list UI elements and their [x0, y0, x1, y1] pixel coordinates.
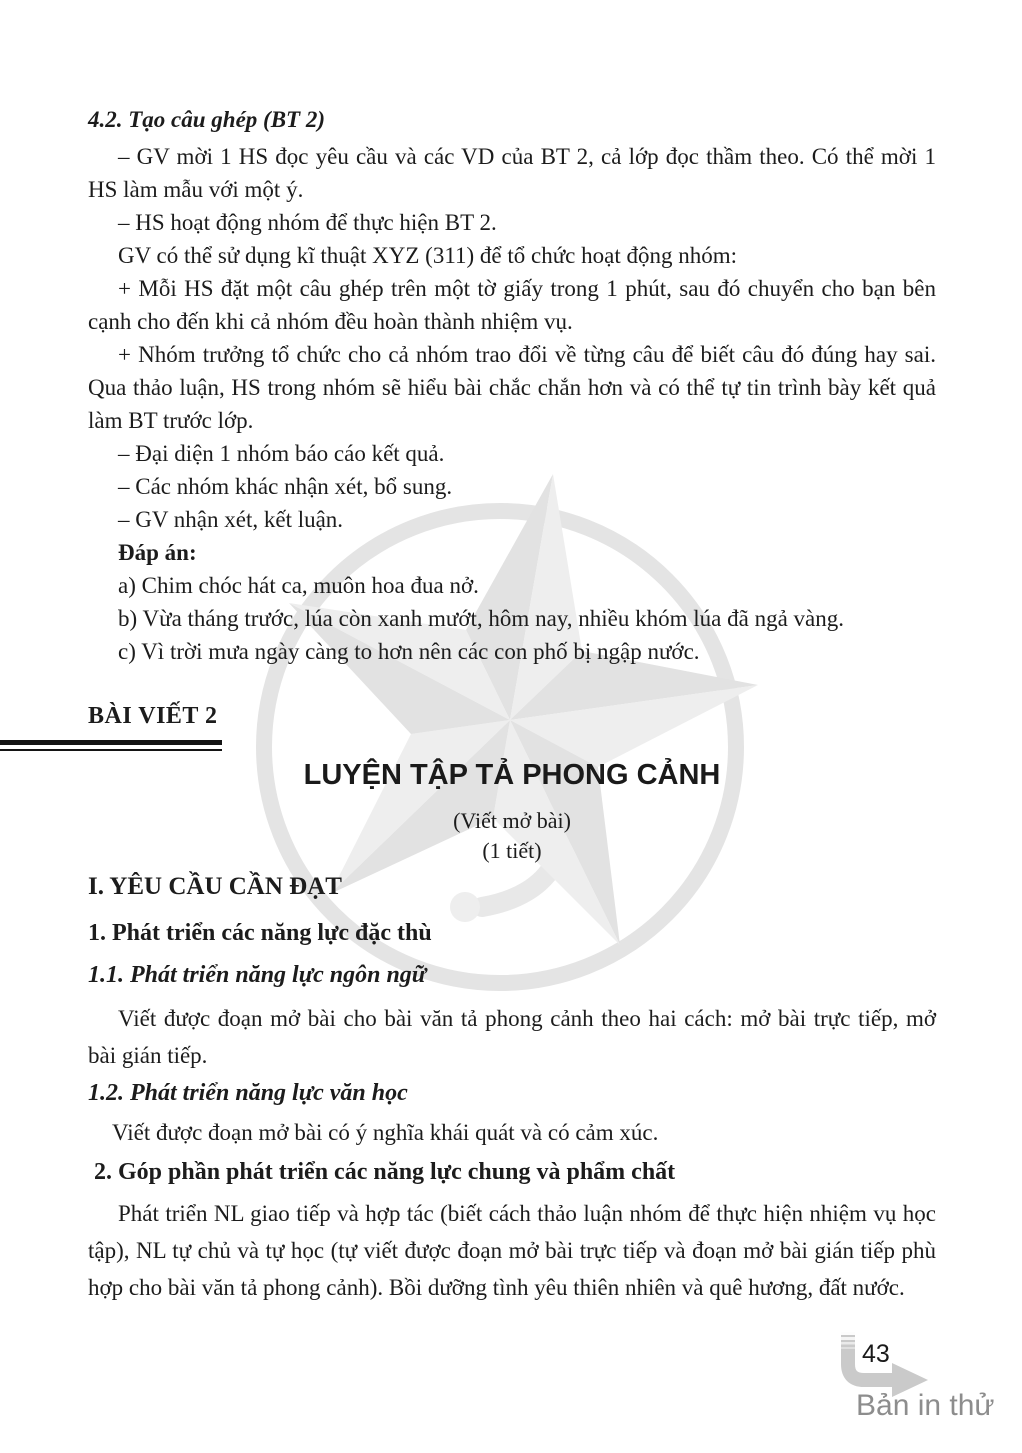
lesson-subtitle: (Viết mở bài) — [453, 808, 571, 833]
heading-1-nang-luc-dac-thu: 1. Phát triển các năng lực đặc thù — [88, 920, 432, 946]
paragraph-moi-hs-dat-cau: + Mỗi HS đặt một câu ghép trên một tờ giấy trong 1 phút, sau đó chuyển cho bạn bên cạnh cho đến khi cả nhóm đều hoàn thành nhiệm vụ. — [88, 276, 936, 334]
page-number: 43 — [862, 1340, 890, 1368]
answers-label: Đáp án: — [118, 540, 197, 565]
heading-1-1-ngon-ngu: 1.1. Phát triển năng lực ngôn ngữ — [88, 962, 427, 988]
paragraph-nhom-truong: + Nhóm trưởng tổ chức cho cả nhóm trao đổi về từng câu để biết câu đó đúng hay sai. Qua thảo luận, HS trong nhóm sẽ hiểu bài chắc chắn hơn và có thể tự tin trình bày kết quả làm BT trước lớp. — [88, 342, 936, 433]
paragraph-phat-trien-nl: Phát triển NL giao tiếp và hợp tác (biết cách thảo luận nhóm để thực hiện nhiệm vụ học tập), NL tự chủ và tự học (tự viết được đoạn mở bài trực tiếp và đoạn mở bài gián tiếp phù hợp cho bài văn tả phong cảnh). Bồi dưỡng tình yêu thiên nhiên và quê hương, đất nước. — [88, 1201, 936, 1300]
paragraph-viet-mo-bai-hai-cach: Viết được đoạn mở bài cho bài văn tả phong cảnh theo hai cách: mở bài trực tiếp, mở bài gián tiếp. — [88, 1006, 936, 1068]
answer-a: a) Chim chóc hát ca, muôn hoa đua nở. — [118, 573, 479, 598]
lesson-duration: (1 tiết) — [482, 838, 542, 863]
paragraph-gv-nhan-xet: – GV nhận xét, kết luận. — [118, 507, 344, 532]
paragraph-viet-mo-bai-cam-xuc: Viết được đoạn mở bài có ý nghĩa khái quát và có cảm xúc. — [112, 1120, 659, 1145]
page-content — [88, 103, 936, 1306]
paragraph-cac-nhom-khac: – Các nhóm khác nhận xét, bổ sung. — [118, 474, 453, 499]
answer-b: b) Vừa tháng trước, lúa còn xanh mướt, hôm nay, nhiều khóm lúa đã ngả vàng. — [118, 606, 845, 631]
subsection-heading-4-2: 4.2. Tạo câu ghép (BT 2) — [88, 107, 326, 132]
draft-print-label: Bản in thử — [856, 1389, 995, 1422]
heading-1-2-van-hoc: 1.2. Phát triển năng lực văn học — [88, 1080, 408, 1106]
page-footer-corner — [836, 1330, 1022, 1440]
paragraph-gv-moi: – GV mời 1 HS đọc yêu cầu và các VD của BT 2, cả lớp đọc thầm theo. Có thể mời 1 HS làm mẫu với một ý. — [88, 144, 936, 202]
paragraph-dai-dien: – Đại diện 1 nhóm báo cáo kết quả. — [118, 441, 445, 466]
answer-c: c) Vì trời mưa ngày càng to hơn nên các con phố bị ngập nước. — [118, 639, 700, 664]
section-heading-yeu-cau: I. YÊU CẦU CẦN ĐẠT — [88, 873, 342, 900]
paragraph-ki-thuat-xyz: GV có thể sử dụng kĩ thuật XYZ (311) để tổ chức hoạt động nhóm: — [118, 243, 738, 268]
paragraph-hs-hoat-dong: – HS hoạt động nhóm để thực hiện BT 2. — [118, 210, 497, 235]
lesson-banner: BÀI VIẾT 2 — [88, 703, 218, 729]
lesson-title: LUYỆN TẬP TẢ PHONG CẢNH — [303, 759, 721, 791]
heading-2-nang-luc-chung: 2. Góp phần phát triển các năng lực chung và phẩm chất — [94, 1159, 676, 1185]
